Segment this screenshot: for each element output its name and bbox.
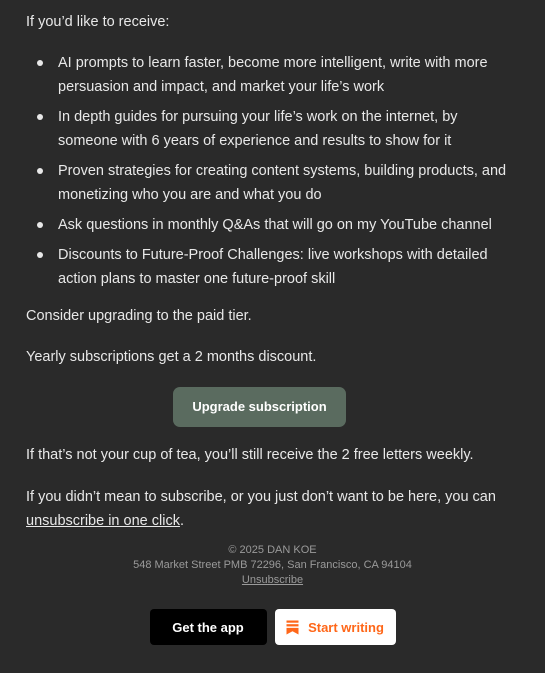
benefit-text: AI prompts to learn faster, become more intelligent, write with more persuasion and impact, and market your life’s work	[58, 55, 488, 95]
footer	[0, 543, 545, 588]
consider-text: Consider upgrading to the paid tier.	[26, 308, 252, 324]
intro-text: If you’d like to receive:	[26, 14, 170, 30]
bullet-icon	[37, 168, 43, 174]
unsubscribe-intro-text: If you didn’t mean to subscribe, or you just don’t want to be here, you can	[26, 489, 496, 505]
unsubscribe-one-click-link[interactable]: unsubscribe in one click	[26, 513, 180, 529]
bookmark-icon	[286, 620, 299, 635]
bullet-icon	[37, 252, 43, 258]
start-writing-button[interactable]	[275, 609, 396, 645]
yearly-discount-text: Yearly subscriptions get a 2 months discount.	[26, 349, 317, 365]
list-item	[26, 105, 521, 153]
app-buttons	[0, 609, 545, 645]
list-item	[26, 243, 521, 291]
upgrade-subscription-button[interactable]: Upgrade subscription	[173, 387, 345, 427]
list-item	[26, 51, 521, 99]
bullet-icon	[37, 222, 43, 228]
unsubscribe-paragraph	[26, 485, 521, 533]
email-body	[26, 10, 521, 533]
address-text: 548 Market Street PMB 72296, San Francisco, CA 94104	[133, 559, 412, 571]
start-writing-label: Start writing	[308, 619, 384, 635]
benefit-text: Discounts to Future-Proof Challenges: live workshops with detailed action plans to master one future-proof skill	[58, 247, 488, 287]
copyright-text: © 2025 DAN KOE	[228, 544, 317, 556]
footer-unsubscribe-link[interactable]: Unsubscribe	[241, 574, 304, 586]
benefit-text: In depth guides for pursuing your life’s work on the internet, by someone with 6 years of experience and results to show for it	[58, 109, 458, 149]
list-item	[26, 213, 521, 237]
get-the-app-button[interactable]	[150, 609, 267, 645]
bullet-icon	[37, 60, 43, 66]
free-letters-text: If that’s not your cup of tea, you’ll still receive the 2 free letters weekly.	[26, 447, 474, 463]
benefit-text: Proven strategies for creating content systems, building products, and monetizing who you are and what you do	[58, 163, 507, 203]
benefit-text: Ask questions in monthly Q&As that will go on my YouTube channel	[58, 217, 492, 233]
benefits-list	[26, 51, 521, 291]
period-text: .	[179, 513, 184, 529]
upgrade-button-container	[26, 387, 521, 427]
list-item	[26, 159, 521, 207]
get-the-app-label: Get the app	[172, 619, 244, 635]
bullet-icon	[37, 114, 43, 120]
